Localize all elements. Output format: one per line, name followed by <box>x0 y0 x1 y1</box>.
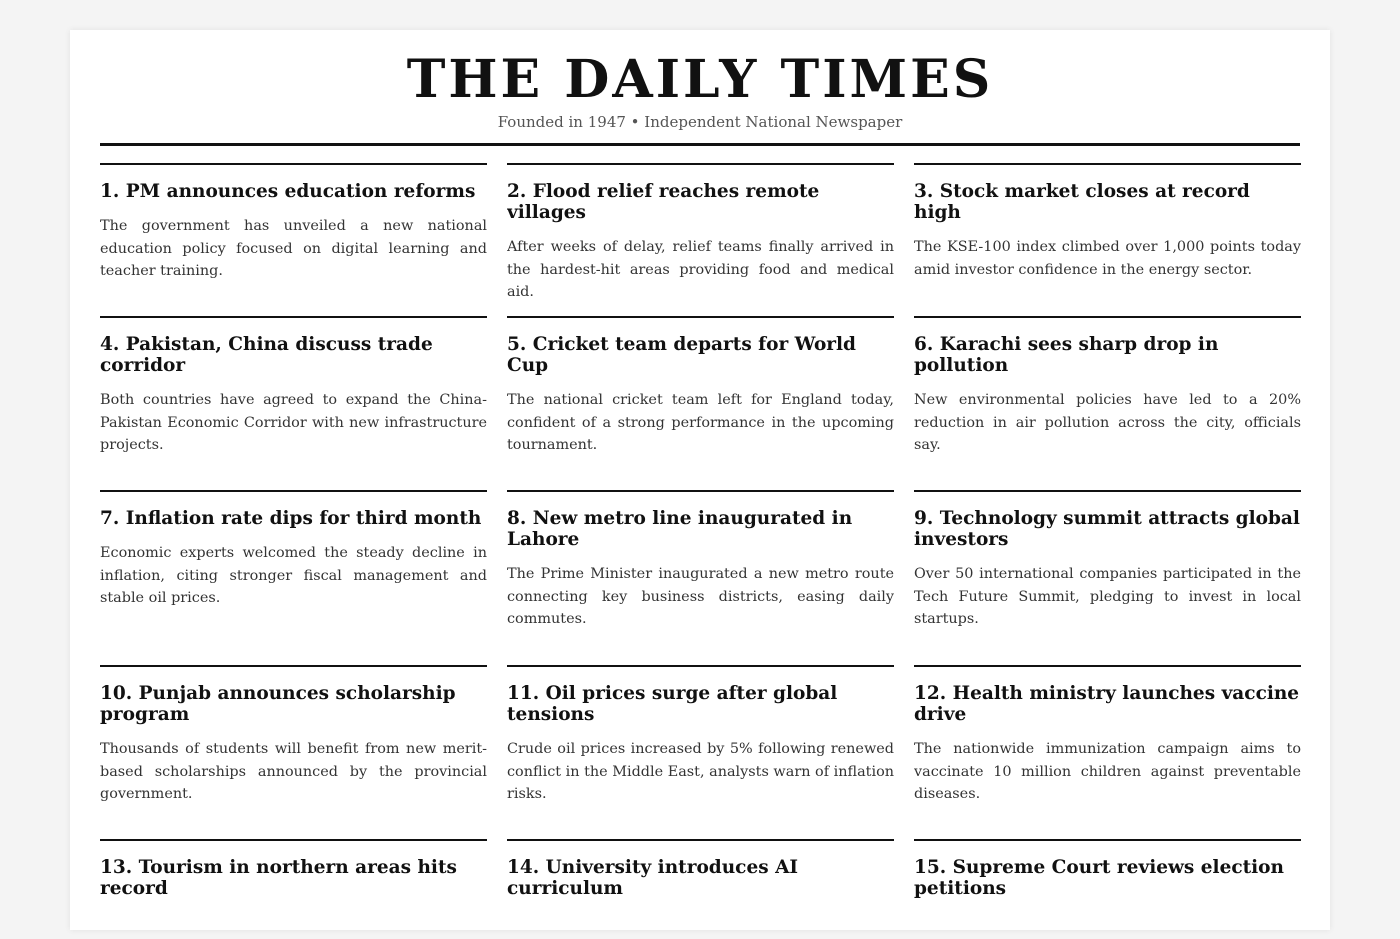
article-headline[interactable]: 10. Punjab announces scholarship program <box>100 683 456 725</box>
article-headline[interactable]: 14. University introduces AI curriculum <box>507 857 799 899</box>
article-7 <box>100 490 487 665</box>
article-9 <box>914 490 1301 665</box>
article-1 <box>100 163 487 316</box>
article-summary: Economic experts welcomed the steady decline in inflation, citing stronger fiscal management and stable oil prices. <box>100 545 487 606</box>
article-summary: Thousands of students will benefit from new merit-based scholarships announced by the provincial government. <box>100 741 487 802</box>
article-headline[interactable]: 6. Karachi sees sharp drop in pollution <box>914 334 1219 376</box>
article-headline[interactable]: 13. Tourism in northern areas hits record <box>100 857 457 899</box>
newspaper-tagline: Founded in 1947 • Independent National Newspaper <box>497 113 903 131</box>
article-headline[interactable]: 5. Cricket team departs for World Cup <box>507 334 856 376</box>
article-summary: The national cricket team left for England today, confident of a strong performance in the upcoming tournament. <box>507 392 894 453</box>
article-summary: Over 50 international companies participated in the Tech Future Summit, pledging to invest in local startups. <box>914 566 1301 627</box>
newspaper-page <box>70 30 1330 930</box>
newspaper-title: THE DAILY TIMES <box>406 49 994 110</box>
article-summary: The nationwide immunization campaign aims to vaccinate 10 million children against preventable diseases. <box>914 741 1301 802</box>
article-headline[interactable]: 11. Oil prices surge after global tensions <box>507 683 838 725</box>
article-5 <box>507 316 894 490</box>
article-summary: New environmental policies have led to a 20% reduction in air pollution across the city, officials say. <box>914 392 1301 453</box>
article-headline[interactable]: 3. Stock market closes at record high <box>914 181 1250 223</box>
article-15 <box>914 839 1301 939</box>
article-summary: After weeks of delay, relief teams finally arrived in the hardest-hit areas providing food and medical aid. <box>507 239 894 300</box>
article-4 <box>100 316 487 490</box>
article-3 <box>914 163 1301 316</box>
article-headline[interactable]: 7. Inflation rate dips for third month <box>100 508 482 529</box>
masthead <box>100 30 1300 146</box>
article-6 <box>914 316 1301 490</box>
article-14 <box>507 839 894 939</box>
article-summary: Crude oil prices increased by 5% following renewed conflict in the Middle East, analysts warn of inflation risks. <box>507 741 894 802</box>
article-11 <box>507 665 894 839</box>
article-headline[interactable]: 1. PM announces education reforms <box>100 181 476 202</box>
article-headline[interactable]: 4. Pakistan, China discuss trade corridor <box>100 334 433 376</box>
article-headline[interactable]: 8. New metro line inaugurated in Lahore <box>507 508 853 550</box>
article-summary: The government has unveiled a new national education policy focused on digital learning and teacher training. <box>100 218 487 279</box>
article-13 <box>100 839 487 939</box>
articles-grid <box>100 163 1300 939</box>
article-headline[interactable]: 9. Technology summit attracts global investors <box>914 508 1300 550</box>
article-2 <box>507 163 894 316</box>
article-headline[interactable]: 15. Supreme Court reviews election petitions <box>914 857 1284 899</box>
article-8 <box>507 490 894 665</box>
article-10 <box>100 665 487 839</box>
article-summary: The KSE-100 index climbed over 1,000 points today amid investor confidence in the energy sector. <box>914 239 1301 278</box>
article-12 <box>914 665 1301 839</box>
article-headline[interactable]: 2. Flood relief reaches remote villages <box>507 181 820 223</box>
article-headline[interactable]: 12. Health ministry launches vaccine drive <box>914 683 1300 725</box>
article-summary: The Prime Minister inaugurated a new metro route connecting key business districts, easing daily commutes. <box>507 566 894 627</box>
article-summary: Both countries have agreed to expand the China-Pakistan Economic Corridor with new infrastructure projects. <box>100 392 487 453</box>
